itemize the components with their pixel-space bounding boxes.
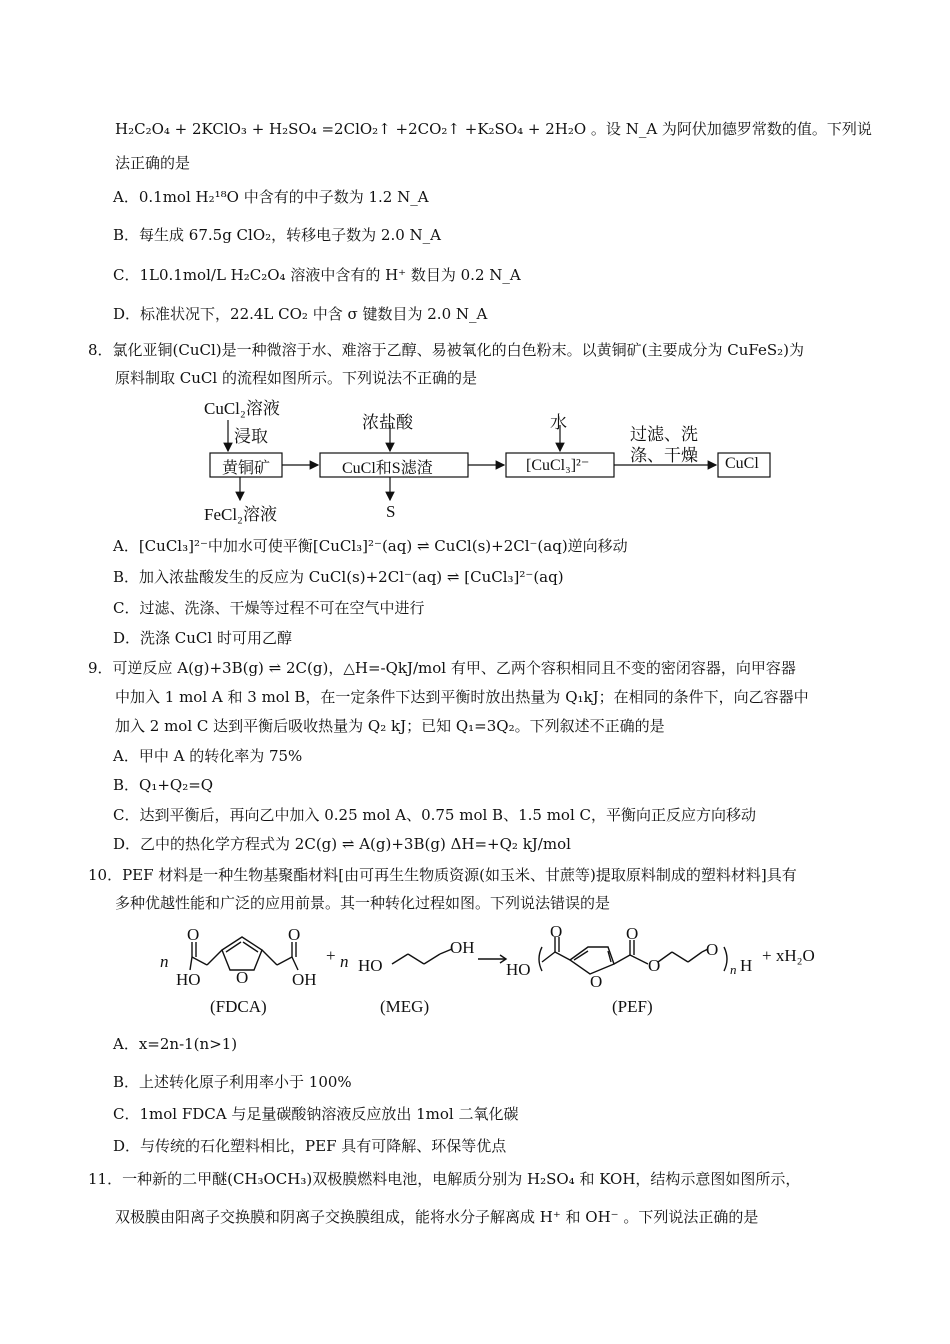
flow-step-leach: 浸取: [234, 427, 268, 446]
scheme-n-fdca: n: [160, 952, 169, 971]
q9-option-b: B．Q₁+Q₂=Q: [113, 776, 214, 794]
flow-input-water: 水: [550, 413, 567, 432]
flow-input-cucl2: CuCl₂溶液: [204, 399, 280, 418]
scheme-n-meg: n: [340, 952, 349, 971]
q11-stem-line1: 11．一种新的二甲醚(CH₃OCH₃)双极膜燃料电池，电解质分别为 H₂SO₄ 和 KOH，结构示意图如图所示，: [88, 1170, 801, 1188]
q7-equation: H₂C₂O₄ + 2KClO₃ + H₂SO₄ =2ClO₂↑ +2CO₂↑ +K₂SO₄ + 2H₂O 。设 N_A 为阿伏加德罗常数的值。下列说: [115, 120, 872, 138]
flow-output-s: S: [386, 502, 396, 521]
flow-input-hcl: 浓盐酸: [362, 413, 413, 432]
scheme-water: + xH₂O: [762, 946, 815, 965]
q10-option-d: D．与传统的石化塑料相比，PEF 具有可降解、环保等优点: [113, 1137, 507, 1155]
flow-box-residue-label: CuCl和S滤渣: [342, 460, 433, 477]
scheme-pef-ring-o: O: [590, 972, 603, 991]
scheme-pef-o-2: O: [626, 924, 639, 943]
q9-option-d: D．乙中的热化学方程式为 2C(g) ⇌ A(g)+3B(g) ΔH=+Q₂ kJ/mol: [113, 835, 571, 853]
flowchart-svg: [190, 390, 790, 525]
scheme-meg-oh: OH: [450, 938, 475, 957]
scheme-fdca-o-right: O: [288, 925, 301, 944]
q8-option-a: A．[CuCl₃]²⁻中加水可使平衡[CuCl₃]²⁻(aq) ⇌ CuCl(s)+2Cl⁻(aq)逆向移动: [113, 537, 628, 555]
q8-stem-line2: 原料制取 CuCl 的流程如图所示。下列说法不正确的是: [115, 369, 477, 387]
scheme-label-fdca: (FDCA): [210, 997, 267, 1016]
q9-stem-line3: 加入 2 mol C 达到平衡后吸收热量为 Q₂ kJ；已知 Q₁=3Q₂。下列叙述不正确的是: [115, 717, 665, 735]
q9-stem-line1: 9．可逆反应 A(g)+3B(g) ⇌ 2C(g)，△H=-QkJ/mol 有甲、乙两个容积相同且不变的密闭容器，向甲容器: [88, 659, 796, 677]
q8-option-c: C．过滤、洗涤、干燥等过程不可在空气中进行: [113, 599, 425, 617]
q9-stem-line2: 中加入 1 mol A 和 3 mol B，在一定条件下达到平衡时放出热量为 Q₁kJ；在相同的条件下，向乙容器中: [115, 688, 809, 706]
q8-option-b: B．加入浓盐酸发生的反应为 CuCl(s)+2Cl⁻(aq) ⇌ [CuCl₃]²⁻(aq): [113, 568, 564, 586]
flow-step-filter-1: 过滤、洗: [630, 425, 698, 444]
scheme-pef-ester-o: O: [648, 956, 661, 975]
scheme-label-meg: (MEG): [380, 997, 430, 1016]
q7-option-c: C．1L0.1mol/L H₂C₂O₄ 溶液中含有的 H⁺ 数目为 0.2 N_A: [113, 266, 521, 284]
q10-reaction-scheme: [150, 922, 840, 1022]
scheme-fdca-ring-o: O: [236, 968, 249, 987]
scheme-pef-h: H: [740, 956, 753, 975]
q10-option-b: B．上述转化原子利用率小于 100%: [113, 1073, 352, 1091]
scheme-fdca-o-left: O: [187, 925, 200, 944]
q8-stem-line1: 8．氯化亚铜(CuCl)是一种微溶于水、难溶于乙醇、易被氧化的白色粉末。以黄铜矿(主要成分为 CuFeS₂)为: [88, 341, 805, 359]
scheme-fdca-oh: OH: [292, 970, 317, 989]
q9-option-c: C．达到平衡后，再向乙中加入 0.25 mol A、0.75 mol B、1.5 mol C，平衡向正反应方向移动: [113, 806, 756, 824]
q9-option-a: A．甲中 A 的转化率为 75%: [113, 747, 303, 765]
q7-option-d: D．标准状况下，22.4L CO₂ 中含 σ 键数目为 2.0 N_A: [113, 305, 488, 323]
scheme-fdca-ho: HO: [176, 970, 201, 989]
flow-box-ore-label: 黄铜矿: [222, 460, 271, 477]
q10-option-c: C．1mol FDCA 与足量碳酸钠溶液反应放出 1mol 二氧化碳: [113, 1105, 519, 1123]
scheme-plus: +: [326, 946, 336, 965]
q11-stem-line2: 双极膜由阳离子交换膜和阴离子交换膜组成，能将水分子解离成 H⁺ 和 OH⁻ 。下列说法正确的是: [115, 1208, 759, 1226]
flow-box-product-label: CuCl: [725, 455, 759, 472]
flow-step-filter-2: 涤、干燥: [630, 446, 698, 465]
q8-flowchart: [190, 390, 790, 525]
q10-stem-line2: 多种优越性能和广泛的应用前景。其一种转化过程如图。下列说法错误的是: [115, 894, 611, 912]
flow-box-complex-label: [CuCl₃]²⁻: [526, 457, 590, 474]
scheme-pef-n: n: [730, 962, 737, 977]
q7-option-a: A．0.1mol H₂¹⁸O 中含有的中子数为 1.2 N_A: [113, 188, 429, 206]
scheme-label-pef: (PEF): [612, 997, 653, 1016]
scheme-pef-o-end: O: [706, 940, 719, 959]
scheme-pef-o-1: O: [550, 922, 563, 941]
scheme-meg-ho: HO: [358, 956, 383, 975]
q10-stem-line1: 10．PEF 材料是一种生物基聚酯材料[由可再生生物质资源(如玉米、甘蔗等)提取原料制成的塑料材料]具有: [88, 866, 797, 884]
q10-option-a: A．x=2n-1(n>1): [113, 1035, 238, 1053]
scheme-pef-ho: HO: [506, 960, 531, 979]
q7-option-b: B．每生成 67.5g ClO₂，转移电子数为 2.0 N_A: [113, 226, 441, 244]
q7-stem-cont: 法正确的是: [115, 154, 191, 172]
flow-output-fecl2: FeCl₂溶液: [204, 505, 277, 524]
q8-option-d: D．洗涤 CuCl 时可用乙醇: [113, 629, 292, 647]
